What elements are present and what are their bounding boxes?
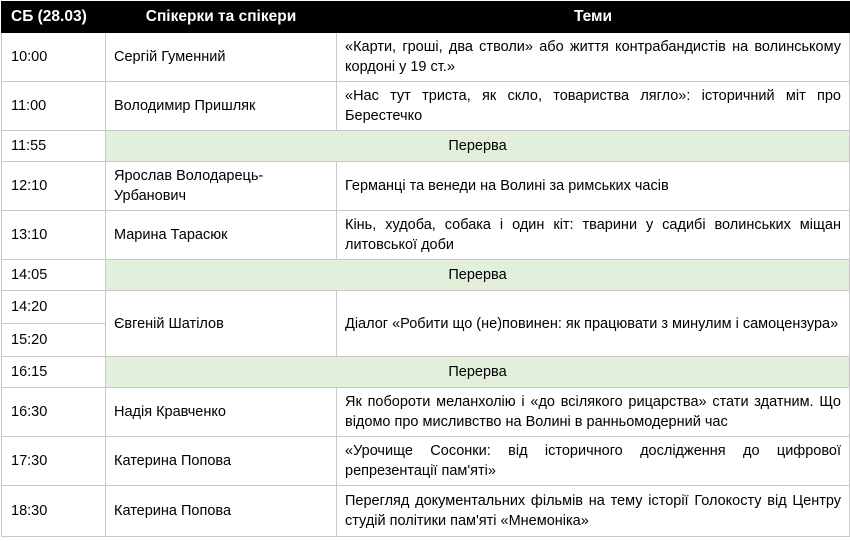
time-cell: 15:20 [2, 324, 106, 357]
speaker-cell: Катерина Попова [106, 437, 337, 486]
header-topics: Теми [337, 2, 850, 33]
header-day: СБ (28.03) [2, 2, 106, 33]
time-cell: 10:00 [2, 33, 106, 82]
break-row [2, 131, 850, 162]
speaker-cell: Сергій Гуменний [106, 33, 337, 82]
break-row [2, 260, 850, 291]
time-cell: 14:20 [2, 291, 106, 324]
speaker-cell: Володимир Пришляк [106, 82, 337, 131]
topic-cell: Перегляд документальних фільмів на тему історії Голокосту від Центру студій політики пам'яті «Мнемоніка» [337, 486, 850, 537]
table-row [2, 33, 850, 82]
break-label: Перерва [106, 131, 850, 162]
speaker-cell: Ярослав Володарець-Урбанович [106, 162, 337, 211]
table-row [2, 291, 850, 324]
table-row [2, 82, 850, 131]
speaker-cell: Євгеній Шатілов [106, 291, 337, 357]
time-cell: 18:30 [2, 486, 106, 537]
time-cell: 17:30 [2, 437, 106, 486]
time-cell: 12:10 [2, 162, 106, 211]
speaker-cell: Марина Тарасюк [106, 211, 337, 260]
topic-cell: Як побороти меланхолію і «до всілякого рицарства» стати здатним. Що відомо про мисливство на Волині в ранньомодерний час [337, 388, 850, 437]
break-label: Перерва [106, 260, 850, 291]
table-row [2, 211, 850, 260]
time-cell: 11:00 [2, 82, 106, 131]
time-cell: 14:05 [2, 260, 106, 291]
topic-cell: Германці та венеди на Волині за римських часів [337, 162, 850, 211]
table-row [2, 486, 850, 537]
header-row [2, 2, 850, 33]
table-row [2, 388, 850, 437]
topic-cell: Діалог «Робити що (не)повинен: як працювати з минулим і самоцензура» [337, 291, 850, 357]
schedule-table [1, 1, 850, 537]
topic-cell: «Урочище Сосонки: від історичного дослідження до цифрової репрезентації пам'яті» [337, 437, 850, 486]
break-label: Перерва [106, 357, 850, 388]
header-speakers: Спікерки та спікери [106, 2, 337, 33]
speaker-cell: Катерина Попова [106, 486, 337, 537]
topic-cell: «Нас тут триста, як скло, товариства лягло»: історичний міт про Берестечко [337, 82, 850, 131]
table-row [2, 162, 850, 211]
table-row [2, 437, 850, 486]
break-row [2, 357, 850, 388]
time-cell: 11:55 [2, 131, 106, 162]
time-cell: 13:10 [2, 211, 106, 260]
time-cell: 16:15 [2, 357, 106, 388]
time-cell: 16:30 [2, 388, 106, 437]
topic-cell: «Карти, гроші, два стволи» або життя контрабандистів на волинському кордоні у 19 ст.» [337, 33, 850, 82]
speaker-cell: Надія Кравченко [106, 388, 337, 437]
topic-cell: Кінь, худоба, собака і один кіт: тварини у садибі волинських міщан литовської доби [337, 211, 850, 260]
